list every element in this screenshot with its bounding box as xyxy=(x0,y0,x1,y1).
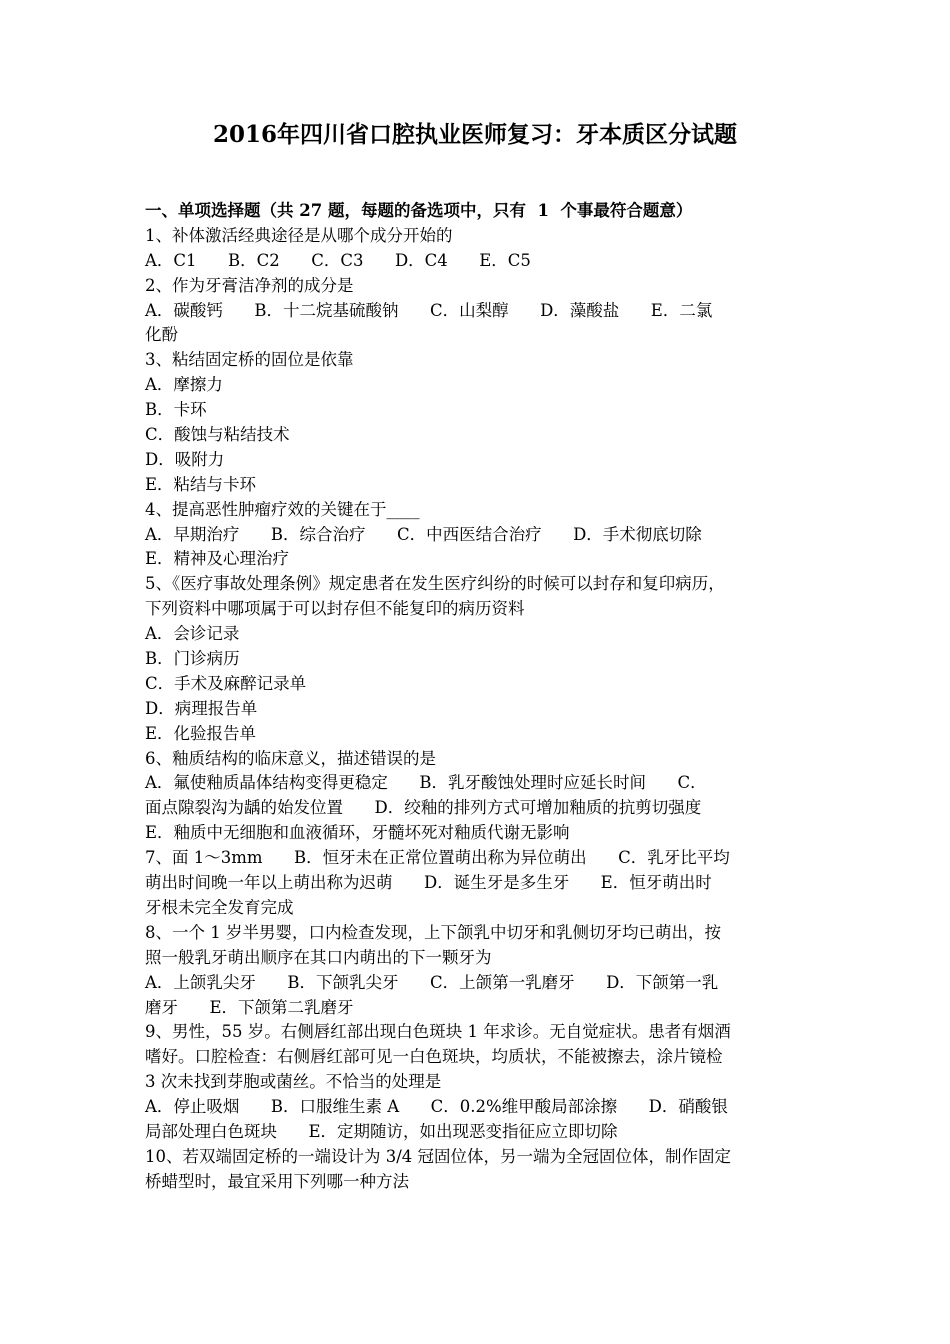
text-line: A．C1 B．C2 C．C3 D．C4 E．C5 xyxy=(145,250,531,270)
text-line: 3 次未找到芽胞或菌丝。不恰当的处理是 xyxy=(145,1072,442,1092)
text-line: 化酚 xyxy=(145,325,178,345)
document-title: 2016年四川省口腔执业医师复习：牙本质区分试题 xyxy=(212,121,737,148)
text-line: 3、粘结固定桥的固位是依靠 xyxy=(145,350,354,370)
text-line: 照一般乳牙萌出顺序在其口内萌出的下一颗牙为 xyxy=(145,947,492,967)
text-line: B．卡环 xyxy=(145,400,207,420)
text-line: E．釉质中无细胞和血液循环，牙髓坏死对釉质代谢无影响 xyxy=(145,823,570,843)
text-line: 10、若双端固定桥的一端设计为 3/4 冠固位体，另一端为全冠固位体，制作固定 xyxy=(145,1146,732,1166)
text-line: 面点隙裂沟为龋的始发位置 D．绞釉的排列方式可增加釉质的抗剪切强度 xyxy=(145,798,702,818)
text-line: 局部处理白色斑块 E．定期随访，如出现恶变指征应立即切除 xyxy=(145,1121,618,1141)
text-line: A．会诊记录 xyxy=(145,624,240,644)
text-line: 1、补体激活经典途径是从哪个成分开始的 xyxy=(145,225,453,245)
text-line: 桥蜡型时，最宜采用下列哪一种方法 xyxy=(145,1171,409,1191)
text-line: 9、男性，55 岁。右侧唇红部出现白色斑块 1 年求诊。无自觉症状。患者有烟酒 xyxy=(145,1022,731,1042)
text-line: B．门诊病历 xyxy=(145,649,240,669)
text-line: D．病理报告单 xyxy=(145,698,258,718)
text-line: 8、一个 1 岁半男婴，口内检查发现，上下颌乳中切牙和乳侧切牙均已萌出，按 xyxy=(145,922,721,942)
text-line: 7、面 1～3mm B．恒牙未在正常位置萌出称为异位萌出 C．乳牙比平均 xyxy=(145,848,730,868)
text-line: A．氟使釉质晶体结构变得更稳定 B．乳牙酸蚀处理时应延长时间 C． xyxy=(145,773,707,793)
text-line: 4、提高恶性肿瘤疗效的关键在于____ xyxy=(145,499,420,519)
text-line: A．停止吸烟 B．口服维生素 A C．0.2%维甲酸局部涂擦 D．硝酸银 xyxy=(145,1097,728,1117)
text-line: 嗜好。口腔检查：右侧唇红部可见一白色斑块，均质状，不能被擦去，涂片镜检 xyxy=(145,1047,723,1067)
text-line: 5、《医疗事故处理条例》规定患者在发生医疗纠纷的时候可以封存和复印病历， xyxy=(145,574,725,594)
question-list xyxy=(145,199,825,1195)
text-line: C．手术及麻醉记录单 xyxy=(145,673,307,693)
text-line: 萌出时间晚一年以上萌出称为迟萌 D．诞生牙是多生牙 E．恒牙萌出时 xyxy=(145,873,712,893)
text-line: 2、作为牙膏洁净剂的成分是 xyxy=(145,275,354,295)
text-line: A．早期治疗 B．综合治疗 C．中西医结合治疗 D．手术彻底切除 xyxy=(145,524,702,544)
text-line: 下列资料中哪项属于可以封存但不能复印的病历资料 xyxy=(145,599,525,619)
text-line: E．精神及心理治疗 xyxy=(145,549,290,569)
text-line: E．粘结与卡环 xyxy=(145,474,257,494)
text-line: D．吸附力 xyxy=(145,449,225,469)
text-line: C．酸蚀与粘结技术 xyxy=(145,425,290,445)
text-line: 6、釉质结构的临床意义，描述错误的是 xyxy=(145,748,436,768)
text-line: A．摩擦力 xyxy=(145,375,223,395)
text-line: A．碳酸钙 B．十二烷基硫酸钠 C．山梨醇 D．藻酸盐 E．二氯 xyxy=(145,300,713,320)
section-heading: 一、单项选择题（共 27 题，每题的备选项中，只有 1 个事最符合题意） xyxy=(145,201,693,220)
text-line: A．上颌乳尖牙 B．下颌乳尖牙 C．上颌第一乳磨牙 D．下颌第一乳 xyxy=(145,972,719,992)
text-line: 牙根未完全发育完成 xyxy=(145,897,294,917)
text-line: E．化验报告单 xyxy=(145,723,257,743)
text-line: 磨牙 E．下颌第二乳磨牙 xyxy=(145,997,354,1017)
